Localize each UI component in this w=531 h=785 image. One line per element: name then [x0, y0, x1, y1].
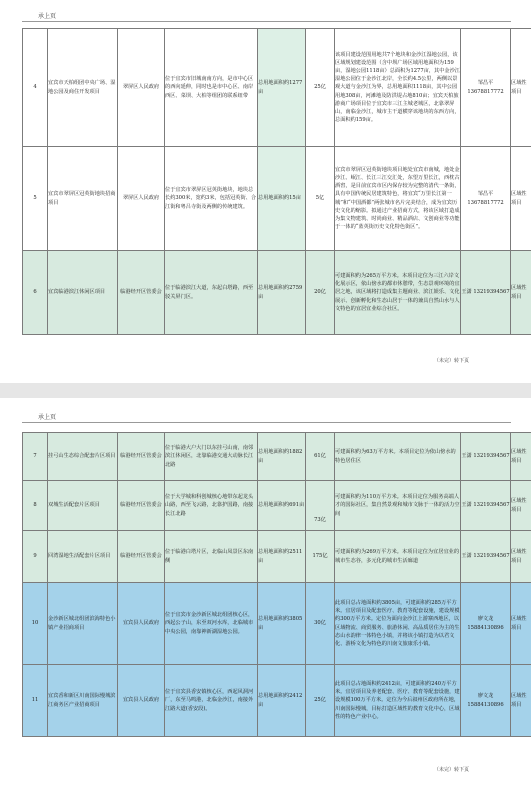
- table-row: [23, 433, 531, 481]
- row-number: 6: [23, 251, 48, 335]
- project-type: 区域性项目: [511, 251, 531, 335]
- table-row: [23, 251, 531, 335]
- contact-info: 廖文龙 15884130896: [461, 665, 511, 737]
- contact-info: 王潇 13219394567: [461, 481, 511, 531]
- investment-amount: 30亿: [306, 583, 335, 665]
- table-row: [23, 665, 531, 737]
- row-number: 10: [23, 583, 48, 665]
- table-row: [23, 583, 531, 665]
- project-type: 区域性项目: [511, 481, 531, 531]
- project-name: 双城生活配套片区项目: [48, 481, 118, 531]
- row-number: 9: [23, 531, 48, 583]
- project-name: 宜宾临港滨江休闲区项目: [48, 251, 118, 335]
- investment-amount: 175亿: [306, 531, 335, 583]
- project-site: 位于宜宾市金沙新区城北组团核心区，西起公子山，东至双河水库，北临城市中央公园，南靠神新湖湿地公园。: [165, 583, 258, 665]
- project-description: 该项目建设范围用地共7个地块和金沙江湿地公园，该区域规划建设范围（含中坝广场区域用地面积为159亩，湿地公园1118亩）总面积为1277亩，其中金沙江湿地公园位于金沙江北岸，全长约4.5公里，两侧以景观大道与金沙江为界，总用地面积1118亩，其中公园用地308亩，河滩地及防洪堤占地810亩；宜宾天柏旅游商广场项目位于宜宾市三江主城老城区，北靠翠屏山，南临金沙江，城市主干道横穿该地块的东西方向，总面积约159亩。: [335, 29, 461, 147]
- project-type: 区域性项目: [511, 433, 531, 481]
- page-gap: [0, 383, 531, 398]
- project-type: 区域性项目: [511, 531, 531, 583]
- project-scale: 总用地面积约691亩: [258, 481, 306, 531]
- project-scale: 总用地面积约2412亩: [258, 665, 306, 737]
- project-scale: 总用地面积约1882亩: [258, 433, 306, 481]
- investment-amount: 20亿: [306, 251, 335, 335]
- responsible-unit: 临港经开区管委会: [118, 251, 165, 335]
- contact-info: 邹昌平 13678817772: [461, 29, 511, 147]
- investment-amount: 25亿: [306, 665, 335, 737]
- project-description: 可建面积约为110万平方米。本项目定位为服务高端人才的国际社区，集自然景观和城市文脉于一体的活力空间: [335, 481, 461, 531]
- project-scale: 总用地面积约3805亩: [258, 583, 306, 665]
- project-type: 区域性项目: [511, 147, 531, 251]
- page-footer: （未完）转下页: [433, 358, 469, 364]
- project-site: 位于宜宾市旧城南南方向，是市中心区的西向延伸，同时也是市中心区、南岸西区、菜坝、大柏等组团的联系纽带: [165, 29, 258, 147]
- investment-amount: 61亿: [306, 433, 335, 481]
- project-type: 区域性项目: [511, 29, 531, 147]
- project-table: [22, 28, 531, 335]
- row-number: 8: [23, 481, 48, 531]
- table-row: [23, 531, 531, 583]
- responsible-unit: 翠屏区人民政府: [118, 147, 165, 251]
- responsible-unit: 翠屏区人民政府: [118, 29, 165, 147]
- project-description: 此项目总占地面积约3805亩，可建面积约285万平方米。宜居项目及配套医疗、教育等配套设施，建设规模约300万平方米。定位为面向金沙江上游寨西地区，以区域物流、商贸服务、旅游休闲、高品质居住为主的生态山水韵律一体特色小镇，并将该小镇打造为以君文化、游桥文化为特色的川南文旅康乐小镇。: [335, 583, 461, 665]
- page-header: 承上页: [38, 414, 57, 421]
- contact-info: 廖文龙 15884130896: [461, 583, 511, 665]
- investment-amount: 5亿: [306, 147, 335, 251]
- responsible-unit: 临港经开区管委会: [118, 481, 165, 531]
- contact-info: 邹昌平 13678817772: [461, 147, 511, 251]
- project-name: 宜宾市翠屏区冠英街地块招商项目: [48, 147, 118, 251]
- responsible-unit: 宜宾县人民政府: [118, 665, 165, 737]
- project-site: 位于临港滨江大道，东起白塔路，西至驳关屏门区。: [165, 251, 258, 335]
- project-description: 可建面积约为269万平方米。本项目定位为宜居宜业的城市生态谷，多元化的城市生活廊道: [335, 531, 461, 583]
- project-description: 可建面积约为63万平方米。本项目定位为依山傍水的特色居住区: [335, 433, 461, 481]
- project-table: [22, 432, 531, 737]
- page-header: 承上页: [38, 13, 57, 20]
- project-name: 回湾湿地生活配套片区项目: [48, 531, 118, 583]
- project-type: 区域性项目: [511, 583, 531, 665]
- investment-amount: 25亿: [306, 29, 335, 147]
- project-name: 宜宾市天柏组团中央广场、湿地公园及商住开发项目: [48, 29, 118, 147]
- project-name: 金沙新区城北组团滨海特色小镇产业招商项目: [48, 583, 118, 665]
- project-type: 区域性项目: [511, 665, 531, 737]
- project-scale: 总用地面积约2759亩: [258, 251, 306, 335]
- row-number: 5: [23, 147, 48, 251]
- page-footer: （未完）转下页: [433, 767, 469, 773]
- table-row: [23, 481, 531, 531]
- header-rule: [22, 21, 511, 22]
- project-site: 位于宜宾市翠屏区冠英街地块，地块总长约300米，宽约3米，包括冠英街、合江街和粤吕寺街及两侧的传统建筑。: [165, 147, 258, 251]
- responsible-unit: 临港经开区管委会: [118, 433, 165, 481]
- table-row: [23, 29, 531, 147]
- row-number: 7: [23, 433, 48, 481]
- document-page-2: [0, 398, 531, 785]
- project-site: 位于临港白塔片区，北临山凤景区东南侧: [165, 531, 258, 583]
- project-name: 宜宾香和新区川南国际慢城滨江商务区产业招商项目: [48, 665, 118, 737]
- row-number: 11: [23, 665, 48, 737]
- project-scale: 总用地面积约1277亩: [258, 29, 306, 147]
- header-rule: [22, 422, 511, 423]
- project-description: 可建面积约为265万平方米。本项目定位为三江六岸文化展示区，依山傍水的都市休憩带，生态景观环境的宜居之地，该区域将打造成集主题商业、滨江娱乐、文化展示、创新孵化和生态山居于一体的兼具自然山水与人文特色的宜居宜业综合社区。: [335, 251, 461, 335]
- project-scale: 总用地面积约2511亩: [258, 531, 306, 583]
- row-number: 4: [23, 29, 48, 147]
- project-description: 此项目总占地面积约2412亩，可建面积约240万平方米。宜居项目及养老配套、医疗、教育等配套设施，建设规模100万平方米。定位为今后叙州区政府所在地，川南国际慢城，目标打造区域性的教育文化中心，区域性的特色产业中心。: [335, 665, 461, 737]
- document-page-1: [0, 0, 531, 383]
- project-site: 位于宜宾县香安镇核心区，西起风洞河厂，东至马鸣港，北临金沙江，南接外江路大道(香安段)。: [165, 665, 258, 737]
- contact-info: 王潇 13219394567: [461, 251, 511, 335]
- project-site: 位于大学城和科创城核心地带东起龙头山路，西至飞云路，北靠护国路，南接长江北路: [165, 481, 258, 531]
- responsible-unit: 临港经开区管委会: [118, 531, 165, 583]
- responsible-unit: 宜宾县人民政府: [118, 583, 165, 665]
- project-name: 挂弓山生态综合配套片区项目: [48, 433, 118, 481]
- table-row: [23, 147, 531, 251]
- contact-info: 王潇 13219394567: [461, 433, 511, 481]
- contact-info: 王潇 13219394567: [461, 531, 511, 583]
- project-description: 宜宾市翠屏区冠英街地块项目地处宜宾市南城，地处金沙江、岷江、长江三江交汇处，东望万里长江，西枕古酒窖，是目前宜宾市区内保存较为完整的清代一条街，具有中国传统民居建筑特色，将宜宾“万里长江第一城”和“中国酒都”两张城市名片完美结合，成为宜宾历史文化的缩影。拟通过产业招商方式，将该区域打造成为集文物建筑、时尚商业、精品酒店、文创商业等功能于一体的“蓝英街历史文化特色街区”。: [335, 147, 461, 251]
- project-site: 位于临港大户大门以东挂弓山南，南邻滨江休闲区，北靠临港交通大动脉长江北路: [165, 433, 258, 481]
- project-scale: 总用地面积约15亩: [258, 147, 306, 251]
- investment-amount: 73亿: [306, 481, 335, 531]
